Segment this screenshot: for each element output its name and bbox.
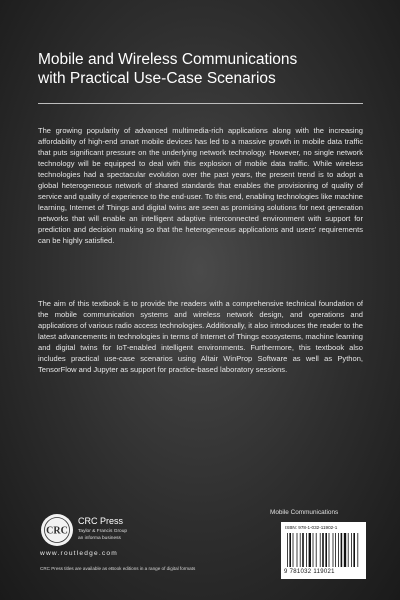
- publisher-business: an informa business: [78, 536, 121, 541]
- publisher-group: Taylor & Francis Group: [78, 529, 128, 534]
- publisher-name: CRC Press: [78, 516, 124, 526]
- crc-logo-text: CRC: [46, 525, 68, 537]
- blurb-paragraph-2: The aim of this textbook is to provide the readers with a comprehensive technical foundation of the mobile communication systems and wireless network design, and operations and applications of various radio access technologies. Additionally, it also introduces the reader to the latest advancements in technologies in terms of Internet of Things ecosystems, machine learning and digital twins for IoT-enabled intelligent environments. Furthermore, this textbook also includes practical use-case scenarios using Altair WinProp Software as well as Python, TensorFlow and Jupyter as support for practice-based laboratory sessions.: [38, 299, 363, 375]
- isbn-barcode-box: [281, 522, 366, 579]
- barcode-icon: [287, 533, 361, 567]
- book-title: [38, 50, 368, 88]
- isbn-label: ISBN: 978-1-032-11902-1: [285, 525, 338, 530]
- crc-press-logo-icon: [40, 513, 74, 547]
- blurb-paragraph-1: The growing popularity of advanced multimedia-rich applications along with the increasing affordability of high-end smart mobile devices has led to a massive growth in mobile data traffic that puts significant pressure on the underlying network technology. However, no single network technology will be equipped to deal with this explosion of mobile data traffic. While wireless technologies had a spectacular evolution over the past years, the present trend is to adopt a global heterogeneous network of shared standards that enables the provisioning of quality of service and quality of experience to the end-user. To this end, enabling technologies like machine learning, Internet of Things and digital twins are seen as promising solutions for next generation networks that will enable an intelligent adaptive interconnected environment with support for prediction and decision making so that the heterogeneous applications and users' requirements can be highly satisfied.: [38, 126, 363, 246]
- subject-category: Mobile Communications: [270, 509, 339, 516]
- ebook-availability-note: CRC Press titles are available as eBook editions in a range of digital formats: [40, 566, 196, 571]
- book-title-line-2: with Practical Use-Case Scenarios: [38, 70, 276, 87]
- title-divider: [38, 103, 363, 104]
- publisher-website: www.routledge.com: [40, 550, 118, 557]
- barcode-digits: 9 781032 119021: [284, 569, 335, 575]
- book-title-line-1: Mobile and Wireless Communications: [38, 51, 298, 68]
